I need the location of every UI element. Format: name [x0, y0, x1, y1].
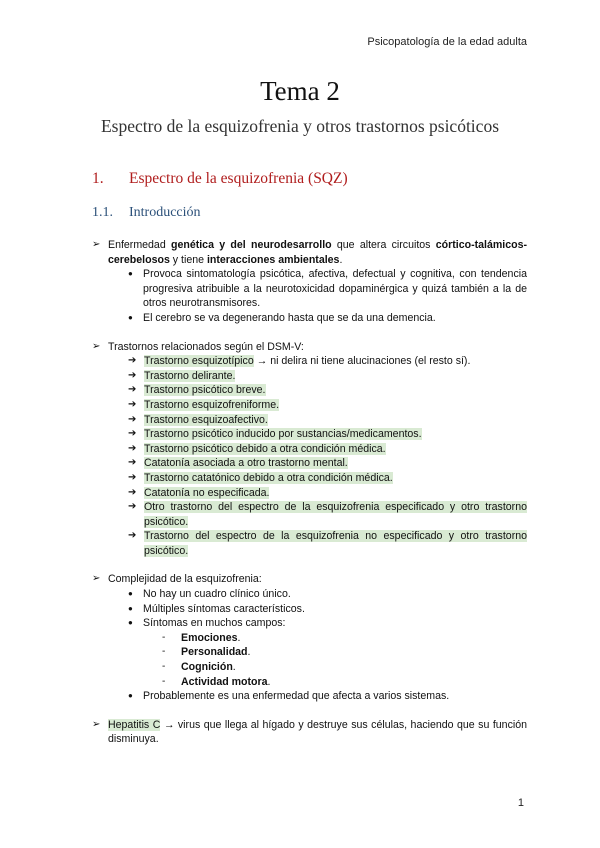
- dsm-item: ➔ Trastorno esquizofreniforme.: [128, 398, 280, 411]
- page-number: 1: [517, 797, 524, 809]
- section-number: 1.: [92, 170, 104, 187]
- arrow-bullet-icon: ➔: [128, 369, 137, 381]
- arrowhead-bullet-icon: ➢: [92, 239, 101, 250]
- arrow-bullet-icon: ➔: [128, 471, 137, 483]
- dot-bullet-icon: ●: [128, 589, 133, 599]
- subsection-number: 1.1.: [92, 205, 113, 220]
- arrow-bullet-icon: ➔: [128, 413, 137, 425]
- dsm-item: ➔ Otro trastorno del espectro de la esquizofrenia especificado y otro trastorno psicótico.: [128, 501, 527, 528]
- hepatitis-paragraph: Hepatitis C → virus que llega al hígado y destruye sus células, haciendo que su función disminuya.: [108, 718, 527, 746]
- dsm-item: ➔ Trastorno catatónico debido a otra condición médica.: [128, 471, 393, 484]
- document-subtitle: Espectro de la esquizofrenia y otros trastornos psicóticos: [100, 116, 499, 136]
- dot-bullet-icon: ●: [128, 618, 133, 628]
- intro-bullet: ● El cerebro se va degenerando hasta que se da una demencia.: [128, 311, 436, 324]
- dsm-item: ➔ Trastorno esquizotípico → ni delira ni tiene alucinaciones (el resto sí).: [128, 355, 471, 368]
- dsm-item: ➔ Trastorno del espectro de la esquizofrenia no especificado y otro trastorno psicótico.: [128, 530, 527, 557]
- section-heading: [92, 170, 348, 188]
- page-header: Psicopatología de la edad adulta: [367, 36, 527, 48]
- arrow-bullet-icon: ➔: [128, 428, 137, 440]
- section-title: Espectro de la esquizofrenia (SQZ): [129, 170, 348, 187]
- dsm-item: ➔ Trastorno psicótico debido a otra condición médica.: [128, 442, 386, 455]
- document-title: Tema 2: [260, 76, 340, 106]
- dsm-item: ➔ Catatonía asociada a otro trastorno mental.: [128, 457, 348, 470]
- intro-block: [92, 238, 527, 326]
- arrow-bullet-icon: ➔: [128, 442, 137, 454]
- dsm-block: [92, 340, 527, 559]
- subsection-heading: [92, 205, 201, 221]
- complexity-lead: Complejidad de la esquizofrenia:: [108, 573, 262, 586]
- arrow-bullet-icon: ➔: [128, 398, 137, 410]
- dsm-lead: Trastornos relacionados según el DSM-V:: [108, 340, 304, 353]
- dash-bullet-icon: -: [162, 661, 166, 673]
- field-item: - Cognición.: [162, 661, 236, 674]
- content: [92, 238, 527, 761]
- dot-bullet-icon: ●: [128, 269, 133, 279]
- field-item: - Personalidad.: [162, 646, 251, 659]
- complexity-block: [92, 572, 527, 703]
- arrow-bullet-icon: ➔: [128, 501, 137, 513]
- dsm-item: ➔ Catatonía no especificada.: [128, 486, 270, 499]
- dash-bullet-icon: -: [162, 675, 166, 687]
- complexity-bullet: ● Probablemente es una enfermedad que afecta a varios sistemas.: [128, 690, 450, 703]
- subsection-title: Introducción: [129, 205, 201, 220]
- dsm-item: ➔ Trastorno delirante.: [128, 369, 236, 382]
- arrow-bullet-icon: ➔: [128, 384, 137, 396]
- dsm-item: ➔ Trastorno psicótico breve.: [128, 384, 266, 397]
- dot-bullet-icon: ●: [128, 691, 133, 701]
- complexity-bullet: ● Múltiples síntomas característicos.: [128, 602, 305, 615]
- dot-bullet-icon: ●: [128, 312, 133, 322]
- complexity-bullet: ● No hay un cuadro clínico único.: [128, 588, 291, 601]
- hepatitis-block: [92, 718, 527, 747]
- dsm-item: ➔ Trastorno esquizoafectivo.: [128, 413, 268, 426]
- field-item: - Actividad motora.: [162, 675, 271, 688]
- arrow-bullet-icon: ➔: [128, 355, 137, 367]
- arrow-bullet-icon: ➔: [128, 486, 137, 498]
- arrowhead-bullet-icon: ➢: [92, 573, 101, 585]
- field-item: - Emociones.: [162, 631, 241, 644]
- arrowhead-bullet-icon: ➢: [92, 340, 101, 352]
- dash-bullet-icon: -: [162, 646, 166, 658]
- dash-bullet-icon: -: [162, 631, 166, 643]
- complexity-bullet: ● Síntomas en muchos campos:: [128, 617, 286, 630]
- arrow-bullet-icon: ➔: [128, 530, 137, 542]
- intro-paragraph: Enfermedad genética y del neurodesarrollo que altera circuitos córtico-talámicos-cerebelosos y tiene interacciones ambientales.: [108, 239, 527, 266]
- intro-bullet: ● Provoca sintomatología psicótica, afectiva, defectual y cognitiva, con tendencia progresiva atribuible a la neurotoxicidad dopaminérgica y quizá también a la de otros neurotransmisores.: [128, 268, 527, 310]
- dsm-item: ➔ Trastorno psicótico inducido por sustancias/medicamentos.: [128, 428, 422, 441]
- arrowhead-bullet-icon: ➢: [92, 718, 101, 730]
- dot-bullet-icon: ●: [128, 603, 133, 613]
- arrow-bullet-icon: ➔: [128, 457, 137, 469]
